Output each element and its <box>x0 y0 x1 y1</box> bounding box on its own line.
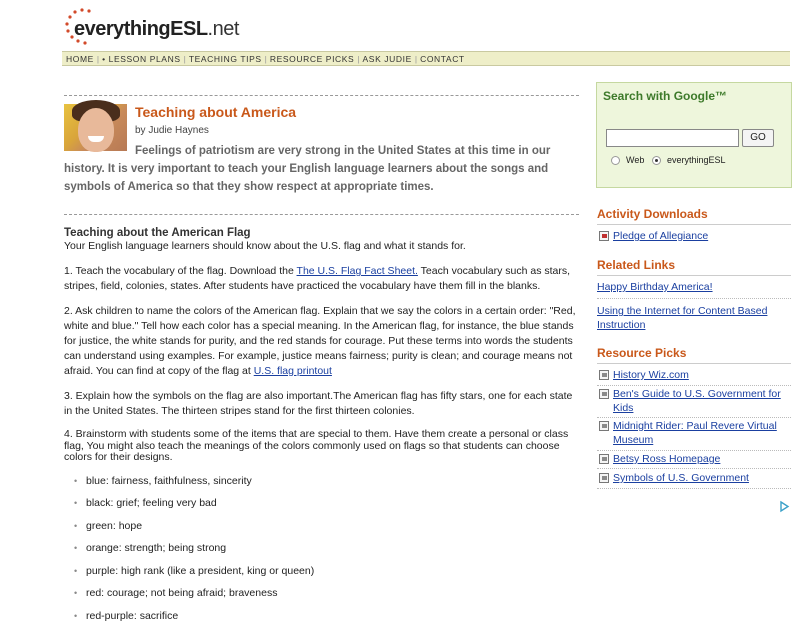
radio-web[interactable] <box>611 155 644 165</box>
radio-site-icon[interactable] <box>652 156 661 165</box>
logo-main: everythingESL <box>74 18 208 40</box>
pdf-icon <box>599 231 609 241</box>
divider <box>597 488 791 489</box>
link-label: History Wiz.com <box>613 369 689 381</box>
nav-teaching-tips[interactable]: TEACHING TIPS <box>188 53 262 64</box>
radio-web-label: Web <box>626 155 645 165</box>
nav-separator: | <box>96 53 100 64</box>
article-intro <box>64 104 579 214</box>
link-internet-content-instruction[interactable]: Using the Internet for Content Based Instruction <box>597 305 768 331</box>
list-item: • red-purple: sacrifice <box>74 609 579 624</box>
link-label: Betsy Ross Homepage <box>613 453 721 465</box>
radio-site[interactable] <box>652 155 726 165</box>
nav-home[interactable]: HOME <box>66 53 94 64</box>
radio-web-icon[interactable] <box>611 156 620 165</box>
nav-lesson-plans[interactable]: • LESSON PLANS <box>102 53 181 64</box>
link-label: Symbols of U.S. Government <box>613 472 749 484</box>
logo-suffix: .net <box>207 18 239 40</box>
link-symbols-us-government[interactable] <box>597 471 791 485</box>
step-3: 3. Explain how the symbols on the flag are also important.The American flag has fifty stars, one for each state in the United States. The thirteen stripes stand for the first thirteen colonies. <box>64 390 573 417</box>
article-byline: by Judie Haynes <box>135 125 209 136</box>
step-1-text-end: Teach vocabulary such as stars, stripes, field, colonies, states. After students have practiced the vocabulary have them fill in the blanks. <box>64 265 571 292</box>
web-page-icon <box>599 389 609 399</box>
divider <box>64 95 579 96</box>
web-page-icon <box>599 473 609 483</box>
nav-contact[interactable]: CONTACT <box>420 53 465 64</box>
main-nav <box>62 51 790 66</box>
article <box>64 95 579 632</box>
step-4: 4. Brainstorm with students some of the items that are special to them. Have them create a personal or class flag, You might also teach the meanings of the colors commonly used on flags so that students can choose colors for their designs. <box>64 428 569 463</box>
related-links-heading: Related Links <box>597 258 676 272</box>
link-bens-guide[interactable] <box>597 387 791 415</box>
list-item: • green: hope <box>74 519 579 534</box>
nav-separator: | <box>414 53 418 64</box>
divider <box>597 417 791 418</box>
list-item: • orange: strength; being strong <box>74 541 579 556</box>
search-input[interactable] <box>606 129 739 147</box>
web-page-icon <box>599 370 609 380</box>
search-go-button[interactable]: GO <box>742 129 774 147</box>
link-pledge-of-allegiance[interactable] <box>597 229 791 243</box>
divider <box>597 363 791 364</box>
link-label: Pledge of Allegiance <box>613 230 709 242</box>
list-item: • black: grief; feeling very bad <box>74 496 579 511</box>
link-happy-birthday-america[interactable]: Happy Birthday America! <box>597 281 713 293</box>
nav-separator: | <box>183 53 186 64</box>
link-label: Ben's Guide to U.S. Government for Kids <box>613 388 781 414</box>
divider <box>597 450 791 451</box>
divider <box>597 298 791 299</box>
list-item: • blue: fairness, faithfulness, sincerity <box>74 474 579 489</box>
web-page-icon <box>599 454 609 464</box>
search-title: Search with Google™ <box>603 89 728 103</box>
divider <box>597 468 791 469</box>
divider <box>597 385 791 386</box>
google-search-box <box>596 82 792 188</box>
nav-ask-judie[interactable]: ASK JUDIE <box>362 53 412 64</box>
divider <box>597 224 791 225</box>
activity-downloads-heading: Activity Downloads <box>597 207 708 221</box>
radio-site-label: everythingESL <box>667 155 726 165</box>
adchoices-icon[interactable] <box>779 501 790 512</box>
logo-text <box>74 18 239 41</box>
article-lead: Feelings of patriotism are very strong in the United States at this time in our history. It is very important to teach your English language learners about the songs and symbols of America so that they show respect at appropriate times. <box>64 145 551 193</box>
section-intro: Your English language learners should know about the U.S. flag and what it stands for. <box>64 240 466 252</box>
list-item: • red: courage; not being afraid; braveness <box>74 586 579 601</box>
link-history-wiz[interactable] <box>597 368 791 382</box>
article-title: Teaching about America <box>135 104 297 120</box>
step-2-text: 2. Ask children to name the colors of the American flag. Explain that we say the colors in a certain order: "Red, white and blue." Tell how each color has a special meaning. In the American flag, for instance, the blue stands for justice, the white stands for purity, and the red stands for courage. Put these terms into words the students can understand using examples. For example, justice means fairness; purity is clean; and courage means not afraid. You can find at copy of the flag at <box>64 305 576 377</box>
site-logo[interactable] <box>62 6 262 46</box>
divider <box>64 214 579 215</box>
step-1 <box>64 264 579 294</box>
step-2 <box>64 304 579 379</box>
section-heading: Teaching about the American Flag <box>64 227 251 239</box>
nav-resource-picks[interactable]: RESOURCE PICKS <box>269 53 355 64</box>
divider <box>597 275 791 276</box>
flag-printout-link[interactable]: U.S. flag printout <box>253 365 332 377</box>
resource-picks-heading: Resource Picks <box>597 346 687 360</box>
web-page-icon <box>599 421 609 431</box>
link-betsy-ross[interactable] <box>597 452 791 466</box>
link-label: Midnight Rider: Paul Revere Virtual Museum <box>613 420 777 446</box>
nav-separator: | <box>264 53 267 64</box>
step-1-text: 1. Teach the vocabulary of the flag. Download the <box>64 265 297 277</box>
color-meanings-list <box>64 474 579 625</box>
list-item: • purple: high rank (like a president, king or queen) <box>74 564 579 579</box>
nav-separator: | <box>357 53 360 64</box>
link-midnight-rider[interactable] <box>597 419 791 447</box>
flag-fact-sheet-link[interactable]: The U.S. Flag Fact Sheet. <box>296 265 418 277</box>
